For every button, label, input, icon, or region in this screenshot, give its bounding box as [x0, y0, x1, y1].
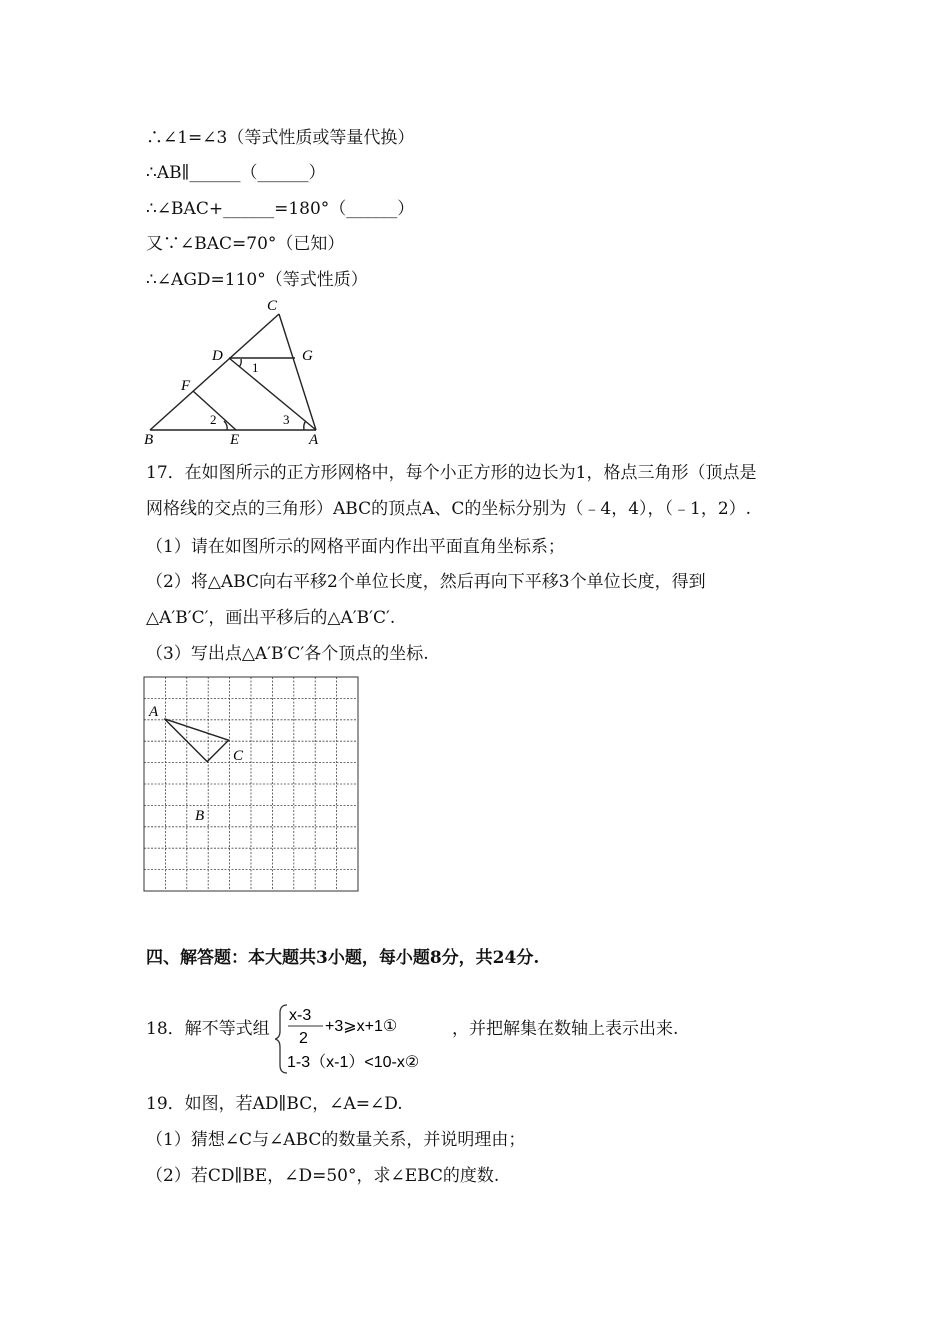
label-C: C — [267, 298, 278, 314]
q17-part-2b: △A′B′C′，画出平移后的△A′B′C′. — [146, 608, 396, 628]
label-B: B — [144, 432, 154, 448]
triangle-figure — [140, 296, 340, 448]
q17-part-1: （1）请在如图所示的网格平面内作出平面直角坐标系； — [146, 537, 565, 557]
q17-stem-line-2: 网格线的交点的三角形）ABC的顶点A、C的坐标分别为（﹣4，4），（﹣1，2）. — [146, 499, 752, 519]
q18-suffix: ，并把解集在数轴上表示出来. — [452, 1019, 679, 1039]
angle-label-3: 3 — [283, 412, 290, 427]
label-A: A — [309, 432, 319, 448]
q18-prefix: 18．解不等式组 — [146, 1019, 270, 1039]
proof-line-5: ∴∠AGD=110°（等式性质） — [146, 270, 368, 290]
segment-DA — [229, 358, 316, 430]
eq2: 1-3（x-1）<10-x② — [287, 1054, 420, 1071]
q19-part-2: （2）若CD∥BE，∠D=50°，求∠EBC的度数. — [146, 1166, 500, 1186]
system-brace — [275, 1005, 287, 1073]
q19-part-1: （1）猜想∠C与∠ABC的数量关系，并说明理由； — [146, 1130, 526, 1150]
label-D: D — [212, 348, 223, 364]
grid-figure — [143, 676, 361, 894]
proof-line-1: ∴∠1=∠3（等式性质或等量代换） — [146, 128, 415, 148]
q17-part-3: （3）写出点△A′B′C′各个顶点的坐标. — [146, 644, 429, 664]
grid-label-A: A — [149, 704, 159, 720]
label-E: E — [230, 432, 240, 448]
grid-label-C: C — [233, 748, 244, 764]
triangle-ABC — [164, 719, 228, 762]
angle-3-arc — [304, 421, 306, 430]
angle-label-1: 1 — [252, 360, 259, 375]
q17-part-2a: （2）将△ABC向右平移2个单位长度，然后再向下平移3个单位长度，得到 — [146, 572, 706, 592]
proof-line-3: ∴∠BAC+______=180°（______） — [146, 199, 415, 219]
grid-label-B: B — [195, 808, 205, 824]
q17-stem-line-1: 17．在如图所示的正方形网格中，每个小正方形的边长为1，格点三角形（顶点是 — [146, 463, 757, 483]
angle-1-arc — [239, 359, 241, 367]
inequality-system — [275, 1001, 450, 1077]
eq1-denominator: 2 — [299, 1030, 308, 1047]
angle-label-2: 2 — [210, 412, 217, 427]
section-4-title: 四、解答题：本大题共3小题，每小题8分，共24分. — [146, 948, 540, 968]
label-G: G — [302, 348, 313, 364]
q19-stem: 19．如图，若AD∥BC，∠A=∠D. — [146, 1094, 403, 1114]
eq1-rest: +3⩾x+1① — [325, 1018, 398, 1035]
grid-lines — [144, 677, 358, 891]
proof-line-4: 又∵∠BAC=70°（已知） — [146, 234, 345, 254]
label-F: F — [181, 378, 191, 394]
proof-line-2: ∴AB∥______（______） — [146, 163, 326, 183]
eq1-numerator: x-3 — [289, 1007, 312, 1024]
